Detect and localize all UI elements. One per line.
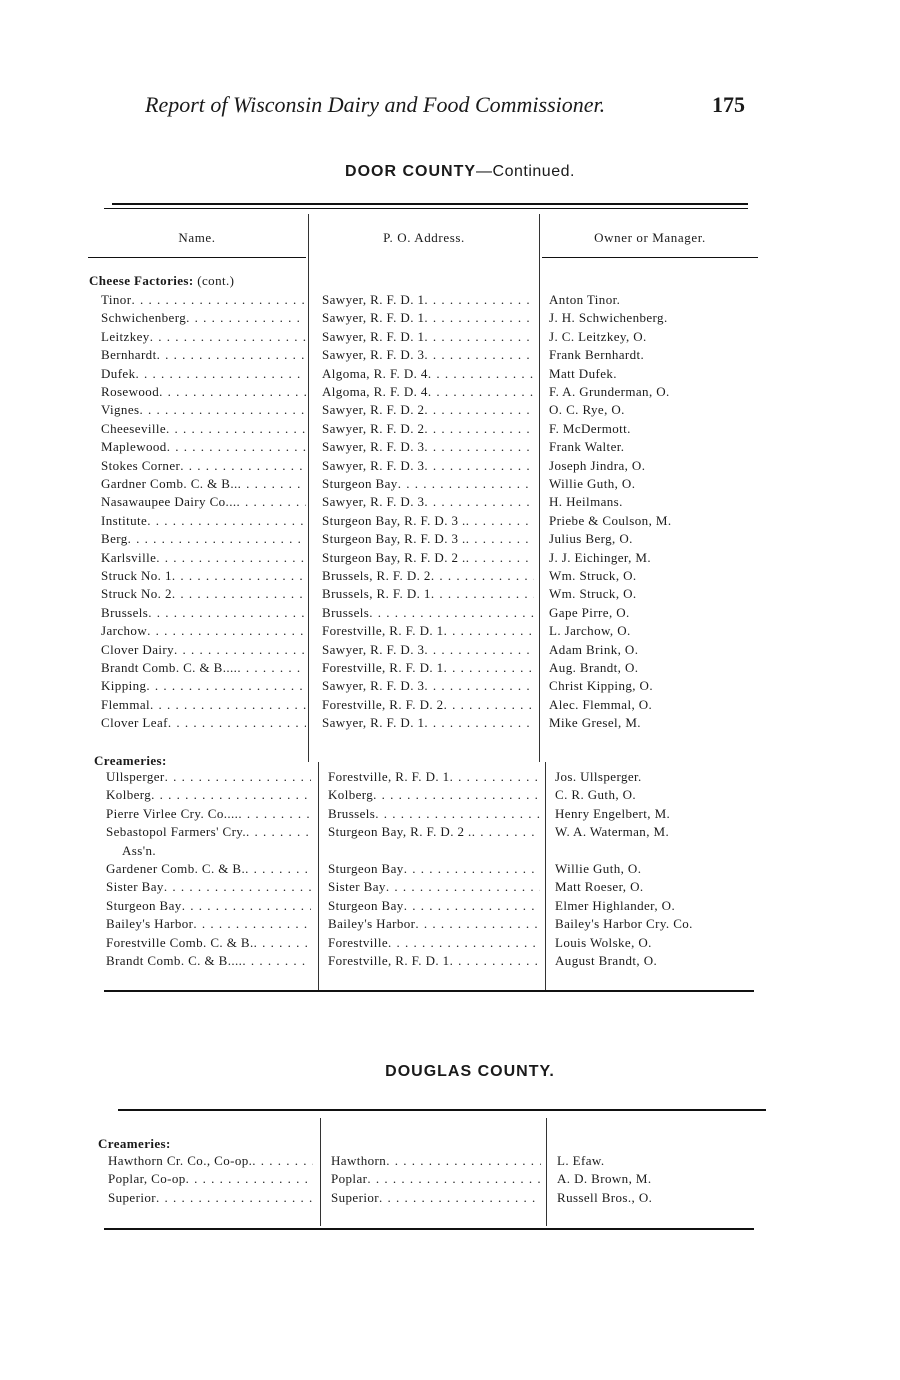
entry-owner: L. Efaw. [557, 1153, 605, 1168]
cheese-factories-suffix: (cont.) [193, 273, 235, 288]
entry-owner: Frank Bernhardt. [549, 347, 645, 363]
entry-name [101, 696, 306, 714]
top-rule [112, 203, 748, 205]
header-rule-name [88, 257, 306, 258]
dot-leader [156, 549, 306, 567]
section-heading-cheese-factories [89, 273, 234, 289]
entry-address-text: Sawyer, R. F. D. 1 [322, 310, 425, 326]
dot-leader [252, 1152, 313, 1170]
column-divider [546, 1118, 547, 1226]
dot-leader [237, 659, 306, 677]
entry-name [106, 860, 311, 878]
dot-leader [424, 420, 534, 438]
entry-owner: Alec. Flemmal, O. [549, 696, 653, 712]
dot-leader [386, 1152, 541, 1170]
entry-name [106, 952, 311, 970]
entry-address-text: Algoma, R. F. D. 4 [322, 384, 428, 399]
entry-address-text: Sawyer, R. F. D. 2 [322, 402, 425, 418]
entry-name-text: Superior [108, 1189, 156, 1205]
entry-name-text: Sturgeon Bay [106, 897, 182, 913]
entry-name [101, 291, 306, 309]
entry-name-text: Leitzkey [101, 328, 150, 344]
entry-owner: Adam Brink, O. [549, 641, 639, 657]
entry-name-text: Pierre Virlee Cry. Co.... [106, 805, 239, 821]
dot-leader [428, 365, 534, 383]
entry-name [108, 1152, 313, 1170]
dot-leader [151, 786, 311, 804]
entry-name [101, 383, 306, 401]
dot-leader [245, 860, 311, 878]
entry-name [101, 309, 306, 327]
dot-leader [404, 860, 540, 878]
entry-owner: Priebe & Coulson, M. [549, 512, 672, 528]
entry-address [331, 1189, 541, 1207]
entry-name-text: Flemmal [101, 696, 151, 712]
entry-name-text: Ullsperger [106, 769, 165, 784]
entry-name-text: Brandt Comb. C. & B.... [101, 660, 238, 675]
entry-address [322, 641, 534, 659]
entry-address [322, 585, 534, 603]
entry-name [101, 604, 306, 622]
dot-leader [131, 291, 306, 309]
entry-name [101, 641, 306, 659]
entry-name-text: Tinor [101, 292, 132, 307]
column-header-name: Name. [178, 230, 216, 245]
dot-leader [147, 512, 306, 530]
entry-address-text: Forestville, R. F. D. 1 [322, 660, 444, 675]
entry-address [322, 346, 534, 364]
dot-leader [136, 365, 307, 383]
entry-name-text: Gardner Comb. C. & B.. [101, 476, 238, 491]
dot-leader [404, 897, 540, 915]
dot-leader [148, 604, 306, 622]
entry-name-text: Struck No. 1 [101, 568, 172, 583]
dot-leader [167, 438, 306, 456]
entry-owner: Willie Guth, O. [549, 476, 636, 491]
entry-address-text: Sawyer, R. F. D. 3 [322, 457, 425, 473]
dot-leader [186, 1170, 313, 1188]
entry-name [108, 1189, 313, 1207]
entry-owner: J. H. Schwichenberg. [549, 310, 668, 326]
dot-leader [147, 622, 306, 640]
entry-owner: F. A. Grunderman, O. [549, 384, 670, 399]
entry-name [101, 714, 306, 732]
dot-leader [242, 952, 311, 970]
dot-leader [388, 934, 540, 952]
dot-leader [172, 585, 306, 603]
entry-address-text: Brussels, R. F. D. 1 [322, 586, 431, 602]
dot-leader [128, 530, 306, 548]
entry-address [322, 604, 534, 622]
entry-address [328, 860, 540, 878]
entry-owner: Matt Roeser, O. [555, 879, 644, 895]
dot-leader [386, 878, 540, 896]
douglas-top-rule [118, 1109, 766, 1111]
entry-name-text: Nasawaupee Dairy Co... [101, 494, 237, 510]
door-county-title [200, 163, 720, 181]
entry-name [101, 328, 306, 346]
entry-owner: Julius Berg, O. [549, 531, 633, 547]
entry-name [101, 365, 306, 383]
entry-name [101, 493, 306, 511]
entry-name [106, 878, 311, 896]
dot-leader [424, 309, 534, 327]
dot-leader [367, 1170, 541, 1188]
top-rule-thin [104, 208, 748, 209]
entry-owner: Henry Engelbert, M. [555, 805, 671, 821]
entry-name-text: Hawthorn Cr. Co., Co-op. [108, 1153, 253, 1168]
entry-address [328, 915, 540, 933]
entry-address [322, 549, 534, 567]
dot-leader [139, 401, 306, 419]
dot-leader [174, 641, 306, 659]
dot-leader [450, 952, 540, 970]
entry-owner: Matt Dufek. [549, 365, 617, 381]
entry-name-text: Forestville Comb. C. & B. [106, 934, 254, 950]
dot-leader [424, 641, 534, 659]
entry-address-text: Forestville, R. F. D. 2 [322, 696, 444, 712]
entry-address-text: Sawyer, R. F. D. 3 [322, 641, 425, 657]
entry-name-text: Clover Dairy [101, 641, 175, 657]
entry-address [328, 823, 540, 841]
dot-leader [424, 346, 534, 364]
page-number: 175 [712, 92, 745, 117]
douglas-section-heading-creameries: Creameries: [98, 1136, 171, 1151]
entry-address-text: Sawyer, R. F. D. 1 [322, 715, 425, 731]
entry-owner: Gape Pirre, O. [549, 604, 630, 620]
dot-leader [424, 291, 534, 309]
entry-address-text: Sawyer, R. F. D. 3 [322, 347, 425, 363]
entry-name [101, 530, 306, 548]
entry-address-text: Bailey's Harbor [328, 916, 416, 932]
entry-owner: W. A. Waterman, M. [555, 824, 670, 840]
entry-name-text: Maplewood [101, 439, 167, 455]
column-divider [545, 762, 546, 992]
dot-leader [369, 604, 534, 622]
entry-name [101, 622, 306, 640]
column-header-owner: Owner or Manager. [594, 230, 706, 245]
entry-name [101, 475, 306, 493]
entry-address-text: Algoma, R. F. D. 4 [322, 365, 428, 381]
entry-name-text: Brandt Comb. C. & B.... [106, 953, 243, 968]
dot-leader [246, 823, 311, 841]
entry-name [101, 567, 306, 585]
entry-owner: Bailey's Harbor Cry. Co. [555, 916, 693, 932]
dot-leader [180, 457, 306, 475]
entry-name [101, 585, 306, 603]
entry-name [106, 786, 311, 804]
entry-name-text: Rosewood [101, 384, 160, 399]
entry-address-text: Sawyer, R. F. D. 3 [322, 678, 425, 694]
entry-address [322, 457, 534, 475]
entry-owner: H. Heilmans. [549, 494, 623, 510]
dot-leader [156, 1189, 313, 1207]
entry-owner: O. C. Rye, O. [549, 402, 625, 418]
dot-leader [150, 328, 306, 346]
entry-name [101, 438, 306, 456]
entry-name-text: Cheeseville [101, 420, 167, 436]
dot-leader [424, 714, 534, 732]
entry-address-text: Sister Bay [328, 879, 386, 895]
entry-name-text: Brussels [101, 604, 149, 620]
entry-name-text: Kolberg [106, 787, 152, 803]
entry-address [322, 438, 534, 456]
dot-leader [424, 401, 534, 419]
entry-name [106, 897, 311, 915]
entry-address [322, 328, 534, 346]
entry-address-text: Brussels [322, 604, 370, 620]
entry-address [322, 567, 534, 585]
dot-leader [466, 530, 534, 548]
entry-name [101, 401, 306, 419]
cheese-factories-label: Cheese Factories: [89, 273, 194, 288]
entry-address [322, 493, 534, 511]
column-divider [539, 214, 540, 762]
entry-address-text: Sturgeon Bay, R. F. D. 3 . [322, 512, 466, 528]
dot-leader [237, 493, 306, 511]
entry-owner: Aug. Brandt, O. [549, 660, 639, 675]
entry-name [106, 823, 311, 841]
column-divider [318, 762, 319, 992]
dot-leader [186, 309, 306, 327]
entry-name-text: Clover Leaf [101, 715, 168, 731]
entry-owner: A. D. Brown, M. [557, 1171, 652, 1187]
dot-leader [444, 696, 534, 714]
dot-leader [373, 786, 540, 804]
entry-name-text: Sebastopol Farmers' Cry. [106, 824, 246, 840]
dot-leader [172, 567, 306, 585]
entry-address-text: Hawthorn [331, 1153, 387, 1168]
entry-name-text: Bailey's Harbor [106, 916, 194, 932]
entry-name [101, 549, 306, 567]
dot-leader [238, 805, 311, 823]
entry-name-text: Schwichenberg [101, 310, 187, 326]
entry-address-text: Sawyer, R. F. D. 3 [322, 439, 425, 455]
entry-name-text: Vignes [101, 402, 140, 418]
entry-owner: J. C. Leitzkey, O. [549, 328, 647, 344]
entry-name-text: Karlsville [101, 549, 157, 565]
dot-leader [168, 714, 306, 732]
entry-name-text: Stokes Corner [101, 457, 181, 473]
dot-leader [146, 677, 306, 695]
entry-name [101, 659, 306, 677]
dot-leader [166, 420, 306, 438]
entry-owner: August Brandt, O. [555, 953, 658, 968]
entry-address [331, 1170, 541, 1188]
entry-address [322, 512, 534, 530]
dot-leader [375, 805, 540, 823]
entry-address [322, 714, 534, 732]
entry-name-text: Kipping [101, 678, 147, 694]
entry-owner: Willie Guth, O. [555, 861, 642, 876]
entry-address [322, 696, 534, 714]
entry-address [328, 952, 540, 970]
entry-address [322, 622, 534, 640]
entry-owner: Louis Wolske, O. [555, 934, 652, 950]
entry-address [322, 475, 534, 493]
dot-leader [164, 878, 311, 896]
entry-address-text: Forestville, R. F. D. 1 [328, 769, 450, 784]
douglas-county-title [200, 1063, 740, 1081]
entry-address-text: Sawyer, R. F. D. 3 [322, 494, 425, 510]
entry-name-text: Gardener Comb. C. & B. [106, 861, 246, 876]
entry-owner: Wm. Struck, O. [549, 586, 637, 602]
entry-owner: C. R. Guth, O. [555, 787, 637, 803]
entry-name [106, 934, 311, 952]
header-rule-owner [542, 257, 758, 258]
entry-name-text: Bernhardt [101, 347, 157, 363]
entry-address-text: Sturgeon Bay, R. F. D. 2 . [322, 549, 466, 565]
dot-leader [450, 768, 540, 786]
column-header-address: P. O. Address. [383, 230, 465, 245]
entry-address [322, 677, 534, 695]
entry-owner: Anton Tinor. [549, 292, 621, 307]
entry-address-text: Sturgeon Bay [328, 897, 404, 913]
page-header [145, 92, 745, 124]
entry-name [101, 420, 306, 438]
entry-address-text: Sawyer, R. F. D. 2 [322, 420, 425, 436]
entry-name-text: Jarchow [101, 623, 148, 639]
entry-address-text: Kolberg [328, 787, 374, 803]
entry-owner: Joseph Jindra, O. [549, 457, 646, 473]
entry-name [101, 346, 306, 364]
dot-leader [254, 934, 311, 952]
entry-owner: F. McDermott. [549, 420, 631, 436]
entry-name [106, 915, 311, 933]
entry-address-text: Superior [331, 1189, 379, 1205]
entry-owner: Jos. Ullsperger. [555, 769, 642, 784]
entry-name-text: Poplar, Co-op [108, 1171, 186, 1187]
bottom-rule [104, 990, 754, 992]
entry-name-text: Dufek [101, 365, 136, 381]
entry-address [322, 420, 534, 438]
column-divider [320, 1118, 321, 1226]
entry-owner: J. J. Eichinger, M. [549, 549, 652, 565]
entry-owner: Christ Kipping, O. [549, 678, 653, 694]
running-title: Report of Wisconsin Dairy and Food Commissioner. [145, 92, 606, 117]
dot-leader [379, 1189, 541, 1207]
dot-leader [424, 493, 534, 511]
entry-address-text: Sturgeon Bay, R. F. D. 2 . [328, 824, 472, 840]
entry-address-text: Sawyer, R. F. D. 1 [322, 292, 425, 307]
entry-address [322, 365, 534, 383]
entry-address [322, 383, 534, 401]
dot-leader [159, 383, 306, 401]
entry-name [101, 677, 306, 695]
entry-address-text: Sturgeon Bay [322, 476, 398, 491]
entry-name [106, 768, 311, 786]
entry-address-text: Sturgeon Bay [328, 861, 404, 876]
douglas-county-title-text: DOUGLAS COUNTY. [385, 1063, 555, 1080]
entry-name-text: Sister Bay [106, 879, 164, 895]
entry-name [101, 457, 306, 475]
dot-leader [444, 659, 534, 677]
dot-leader [238, 475, 306, 493]
dot-leader [424, 677, 534, 695]
dot-leader [193, 915, 311, 933]
entry-address-text: Forestville, R. F. D. 1 [328, 953, 450, 968]
entry-address [328, 768, 540, 786]
entry-name-continued: Ass'n. [122, 842, 156, 858]
dot-leader [424, 328, 534, 346]
entry-name [108, 1170, 313, 1188]
section-heading-creameries: Creameries: [94, 753, 167, 768]
douglas-bottom-rule [104, 1228, 754, 1230]
entry-name [106, 805, 311, 823]
dot-leader [157, 346, 306, 364]
entry-address-text: Forestville, R. F. D. 1 [322, 623, 444, 639]
dot-leader [424, 438, 534, 456]
dot-leader [466, 512, 534, 530]
entry-address-text: Forestville [328, 934, 389, 950]
entry-owner: Frank Walter. [549, 439, 625, 455]
entry-address [322, 659, 534, 677]
dot-leader [150, 696, 306, 714]
dot-leader [415, 915, 540, 933]
dot-leader [444, 622, 534, 640]
entry-owner: Wm. Struck, O. [549, 568, 637, 583]
entry-address [328, 934, 540, 952]
dot-leader [472, 823, 540, 841]
dot-leader [165, 768, 311, 786]
door-county-title-continued: —Continued. [476, 163, 575, 180]
entry-address [322, 309, 534, 327]
column-divider [308, 214, 309, 762]
entry-owner: Elmer Highlander, O. [555, 897, 676, 913]
entry-address [328, 805, 540, 823]
dot-leader [428, 383, 534, 401]
entry-address [328, 786, 540, 804]
dot-leader [466, 549, 534, 567]
entry-address-text: Poplar [331, 1171, 368, 1187]
entry-address [331, 1152, 541, 1170]
entry-owner: Mike Gresel, M. [549, 715, 641, 731]
entry-address-text: Sawyer, R. F. D. 1 [322, 328, 425, 344]
entry-address-text: Brussels [328, 805, 376, 821]
entry-name-text: Institute [101, 512, 148, 528]
dot-leader [182, 897, 311, 915]
entry-address [322, 530, 534, 548]
entry-owner: L. Jarchow, O. [549, 623, 631, 639]
entry-name [101, 512, 306, 530]
dot-leader [398, 475, 534, 493]
entry-name-text: Berg [101, 531, 128, 547]
door-county-title-main: DOOR COUNTY [345, 163, 477, 180]
entry-address [328, 897, 540, 915]
entry-address [322, 291, 534, 309]
entry-name-text: Struck No. 2 [101, 586, 172, 602]
entry-address [328, 878, 540, 896]
entry-address-text: Sturgeon Bay, R. F. D. 3 . [322, 531, 466, 547]
entry-address-text: Brussels, R. F. D. 2 [322, 568, 431, 583]
dot-leader [431, 567, 534, 585]
dot-leader [431, 585, 534, 603]
entry-address [322, 401, 534, 419]
entry-owner: Russell Bros., O. [557, 1189, 653, 1205]
dot-leader [424, 457, 534, 475]
